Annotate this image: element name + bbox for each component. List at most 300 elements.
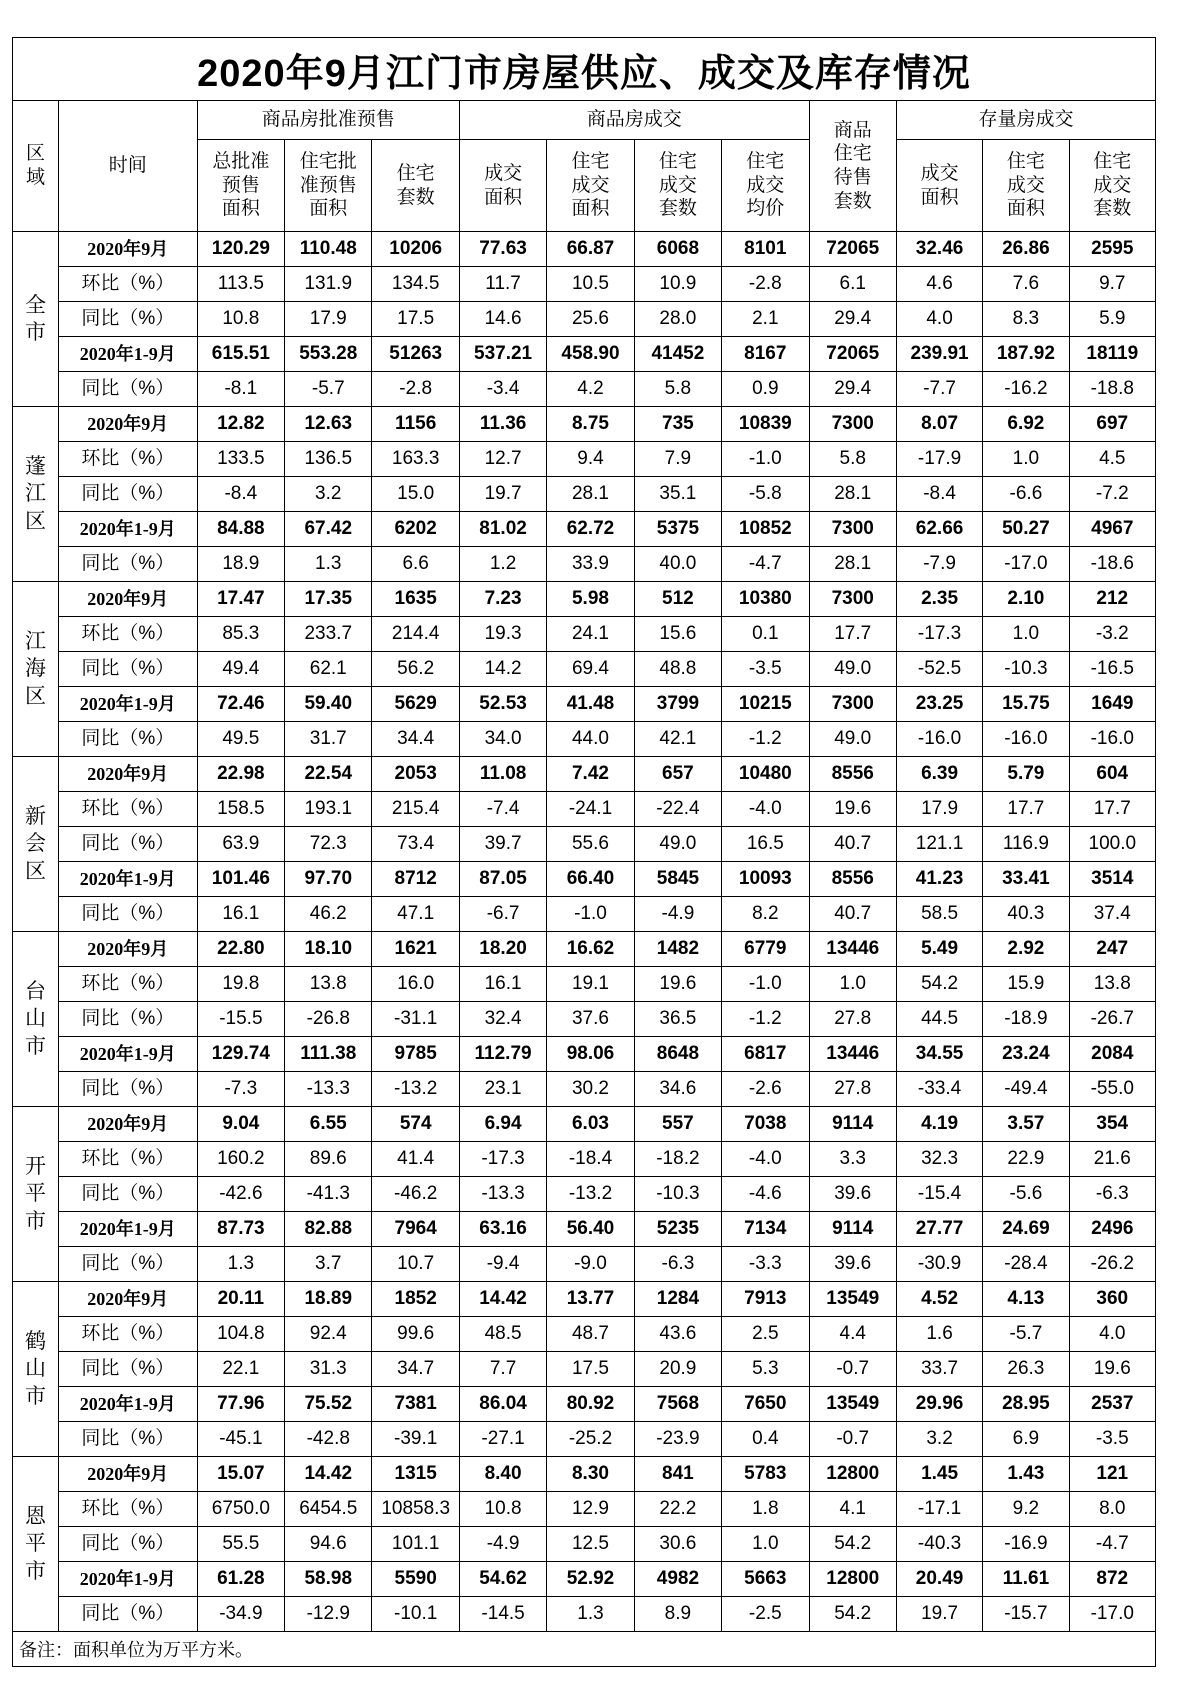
table-cell: -1.0	[722, 967, 809, 1002]
table-cell: 512	[634, 582, 721, 617]
table-cell: 97.70	[285, 862, 372, 897]
table-row	[13, 1107, 1156, 1142]
table-cell: 158.5	[197, 792, 284, 827]
table-cell: 16.0	[372, 967, 459, 1002]
table-cell: 63.16	[459, 1212, 546, 1247]
table-cell: 5663	[722, 1562, 809, 1597]
table-row	[13, 862, 1156, 897]
table-cell: -42.6	[197, 1177, 284, 1212]
table-cell: 5.49	[896, 932, 982, 967]
table-cell: -1.0	[547, 897, 634, 932]
table-row	[13, 1457, 1156, 1492]
table-cell: 215.4	[372, 792, 459, 827]
table-cell: 16.1	[197, 897, 284, 932]
table-cell: 7964	[372, 1212, 459, 1247]
table-cell: 7.6	[983, 267, 1069, 302]
table-cell: 2496	[1069, 1212, 1155, 1247]
table-cell: 22.98	[197, 757, 284, 792]
table-cell: -30.9	[896, 1247, 982, 1282]
table-cell: 6.92	[983, 407, 1069, 442]
table-cell: 17.5	[372, 302, 459, 337]
table-cell: 42.1	[634, 722, 721, 757]
header-col: 住宅 套数	[372, 140, 459, 232]
table-cell: 113.5	[197, 267, 284, 302]
table-row	[13, 1002, 1156, 1037]
table-cell: -15.7	[983, 1597, 1069, 1632]
table-row	[13, 1562, 1156, 1597]
table-cell: 84.88	[197, 512, 284, 547]
table-cell: 17.9	[285, 302, 372, 337]
row-label: 环比（%）	[58, 792, 197, 827]
table-cell: 49.4	[197, 652, 284, 687]
table-row	[13, 617, 1156, 652]
table-cell: -4.9	[634, 897, 721, 932]
table-cell: 9785	[372, 1037, 459, 1072]
row-label: 环比（%）	[58, 1317, 197, 1352]
table-row	[13, 302, 1156, 337]
table-cell: 136.5	[285, 442, 372, 477]
table-cell: 2.1	[722, 302, 809, 337]
table-row	[13, 932, 1156, 967]
table-cell: 19.8	[197, 967, 284, 1002]
table-cell: 1.0	[722, 1527, 809, 1562]
table-cell: 20.9	[634, 1352, 721, 1387]
table-row	[13, 1387, 1156, 1422]
table-cell: 37.4	[1069, 897, 1155, 932]
table-cell: -8.4	[896, 477, 982, 512]
region-name: 恩 平 市	[13, 1457, 59, 1632]
table-cell: 17.9	[896, 792, 982, 827]
table-cell: -46.2	[372, 1177, 459, 1212]
table-row	[13, 792, 1156, 827]
table-cell: 604	[1069, 757, 1155, 792]
table-cell: 1.3	[197, 1247, 284, 1282]
table-cell: 17.47	[197, 582, 284, 617]
table-cell: 1852	[372, 1282, 459, 1317]
table-cell: 2537	[1069, 1387, 1155, 1422]
table-cell: 2.92	[983, 932, 1069, 967]
table-cell: 6.39	[896, 757, 982, 792]
table-cell: -5.7	[285, 372, 372, 407]
table-cell: 4982	[634, 1562, 721, 1597]
table-cell: 23.25	[896, 687, 982, 722]
table-cell: 17.35	[285, 582, 372, 617]
table-cell: 1315	[372, 1457, 459, 1492]
table-cell: 121	[1069, 1457, 1155, 1492]
table-cell: 1.0	[983, 617, 1069, 652]
table-row	[13, 1177, 1156, 1212]
table-cell: 7300	[809, 512, 896, 547]
row-label: 同比（%）	[58, 1002, 197, 1037]
table-cell: -5.6	[983, 1177, 1069, 1212]
table-cell: 9114	[809, 1107, 896, 1142]
table-cell: 12.7	[459, 442, 546, 477]
table-cell: 32.46	[896, 232, 982, 267]
table-cell: 12800	[809, 1562, 896, 1597]
table-cell: 98.06	[547, 1037, 634, 1072]
table-row	[13, 442, 1156, 477]
table-cell: -26.2	[1069, 1247, 1155, 1282]
table-cell: -18.4	[547, 1142, 634, 1177]
table-cell: 112.79	[459, 1037, 546, 1072]
table-cell: 214.4	[372, 617, 459, 652]
table-cell: 1156	[372, 407, 459, 442]
table-row	[13, 267, 1156, 302]
region-name: 台 山 市	[13, 932, 59, 1107]
row-label: 环比（%）	[58, 267, 197, 302]
row-label: 2020年1-9月	[58, 512, 197, 547]
table-cell: 69.4	[547, 652, 634, 687]
table-cell: 212	[1069, 582, 1155, 617]
table-cell: -26.8	[285, 1002, 372, 1037]
header-col: 住宅 成交 均价	[722, 140, 809, 232]
table-cell: 3.2	[896, 1422, 982, 1457]
table-cell: 3.3	[809, 1142, 896, 1177]
table-cell: 1.3	[285, 547, 372, 582]
table-cell: 44.0	[547, 722, 634, 757]
table-cell: 2.10	[983, 582, 1069, 617]
table-cell: -24.1	[547, 792, 634, 827]
table-cell: 6068	[634, 232, 721, 267]
region-name: 鹤 山 市	[13, 1282, 59, 1457]
row-label: 同比（%）	[58, 372, 197, 407]
table-cell: 77.63	[459, 232, 546, 267]
table-cell: 7300	[809, 582, 896, 617]
table-cell: 104.8	[197, 1317, 284, 1352]
table-cell: 27.77	[896, 1212, 982, 1247]
table-cell: 66.87	[547, 232, 634, 267]
table-cell: 31.7	[285, 722, 372, 757]
row-label: 同比（%）	[58, 652, 197, 687]
table-cell: 1.8	[722, 1492, 809, 1527]
region-name: 蓬 江 区	[13, 407, 59, 582]
table-cell: 615.51	[197, 337, 284, 372]
table-cell: 85.3	[197, 617, 284, 652]
table-cell: 4.19	[896, 1107, 982, 1142]
table-cell: -10.1	[372, 1597, 459, 1632]
table-cell: 134.5	[372, 267, 459, 302]
table-cell: -15.5	[197, 1002, 284, 1037]
table-cell: 5783	[722, 1457, 809, 1492]
row-label: 2020年1-9月	[58, 687, 197, 722]
table-cell: 193.1	[285, 792, 372, 827]
table-cell: 10.5	[547, 267, 634, 302]
table-cell: -16.0	[1069, 722, 1155, 757]
row-label: 同比（%）	[58, 1352, 197, 1387]
row-label: 同比（%）	[58, 1072, 197, 1107]
row-label: 2020年1-9月	[58, 1037, 197, 1072]
table-cell: 4.2	[547, 372, 634, 407]
table-cell: 5845	[634, 862, 721, 897]
table-cell: 10.7	[372, 1247, 459, 1282]
table-cell: 10380	[722, 582, 809, 617]
table-cell: 100.0	[1069, 827, 1155, 862]
table-cell: 13.77	[547, 1282, 634, 1317]
table-cell: -3.3	[722, 1247, 809, 1282]
header-col: 总批准 预售 面积	[197, 140, 284, 232]
table-cell: -13.3	[285, 1072, 372, 1107]
table-cell: 28.1	[809, 477, 896, 512]
table-cell: 27.8	[809, 1072, 896, 1107]
table-cell: 62.72	[547, 512, 634, 547]
table-cell: 7381	[372, 1387, 459, 1422]
table-cell: 58.98	[285, 1562, 372, 1597]
table-cell: 12.63	[285, 407, 372, 442]
row-label: 同比（%）	[58, 1527, 197, 1562]
table-cell: 8712	[372, 862, 459, 897]
table-cell: 4.13	[983, 1282, 1069, 1317]
table-cell: 7.9	[634, 442, 721, 477]
table-cell: 5.8	[809, 442, 896, 477]
row-label: 同比（%）	[58, 1597, 197, 1632]
table-cell: -4.0	[722, 1142, 809, 1177]
table-cell: -3.5	[722, 652, 809, 687]
table-cell: 41.48	[547, 687, 634, 722]
table-cell: 120.29	[197, 232, 284, 267]
row-label: 2020年9月	[58, 932, 197, 967]
table-cell: 80.92	[547, 1387, 634, 1422]
table-cell: -17.3	[896, 617, 982, 652]
table-row	[13, 1072, 1156, 1107]
table-row	[13, 1527, 1156, 1562]
table-cell: -4.7	[1069, 1527, 1155, 1562]
table-cell: 19.6	[809, 792, 896, 827]
table-cell: 1.0	[809, 967, 896, 1002]
row-label: 同比（%）	[58, 722, 197, 757]
table-cell: 7568	[634, 1387, 721, 1422]
table-cell: 25.6	[547, 302, 634, 337]
table-cell: 6.6	[372, 547, 459, 582]
header-col: 住宅 成交 套数	[634, 140, 721, 232]
table-cell: 5.8	[634, 372, 721, 407]
table-cell: -4.7	[722, 547, 809, 582]
table-cell: 55.5	[197, 1527, 284, 1562]
table-cell: 111.38	[285, 1037, 372, 1072]
table-cell: 1621	[372, 932, 459, 967]
table-cell: -0.7	[809, 1422, 896, 1457]
table-cell: 41452	[634, 337, 721, 372]
header-group-stock: 存量房成交	[896, 101, 1155, 140]
header-col: 住宅 成交 套数	[1069, 140, 1155, 232]
table-cell: 63.9	[197, 827, 284, 862]
table-cell: -3.4	[459, 372, 546, 407]
table-cell: 49.5	[197, 722, 284, 757]
table-cell: -1.2	[722, 722, 809, 757]
table-cell: 17.5	[547, 1352, 634, 1387]
row-label: 2020年9月	[58, 407, 197, 442]
table-cell: -16.0	[983, 722, 1069, 757]
table-cell: -17.0	[1069, 1597, 1155, 1632]
table-cell: 39.7	[459, 827, 546, 862]
table-cell: 129.74	[197, 1037, 284, 1072]
table-cell: 19.6	[634, 967, 721, 1002]
table-row	[13, 372, 1156, 407]
table-row	[13, 1492, 1156, 1527]
table-cell: 54.2	[809, 1527, 896, 1562]
table-cell: -3.2	[1069, 617, 1155, 652]
table-cell: 44.5	[896, 1002, 982, 1037]
table-cell: 4.4	[809, 1317, 896, 1352]
table-cell: 75.52	[285, 1387, 372, 1422]
table-cell: 7134	[722, 1212, 809, 1247]
report-title: 2020年9月江门市房屋供应、成交及库存情况	[12, 37, 1156, 100]
table-cell: -1.0	[722, 442, 809, 477]
table-cell: 8.07	[896, 407, 982, 442]
table-cell: 32.4	[459, 1002, 546, 1037]
table-cell: 7038	[722, 1107, 809, 1142]
table-row	[13, 897, 1156, 932]
table-cell: 5.98	[547, 582, 634, 617]
row-label: 同比（%）	[58, 477, 197, 512]
table-cell: 15.6	[634, 617, 721, 652]
table-cell: 10093	[722, 862, 809, 897]
table-cell: 4.5	[1069, 442, 1155, 477]
table-cell: -45.1	[197, 1422, 284, 1457]
table-cell: -17.0	[983, 547, 1069, 582]
table-cell: 54.2	[896, 967, 982, 1002]
table-row	[13, 547, 1156, 582]
table-row	[13, 582, 1156, 617]
header-col: 成交 面积	[896, 140, 982, 232]
table-cell: 1.0	[983, 442, 1069, 477]
table-cell: 101.1	[372, 1527, 459, 1562]
table-cell: 163.3	[372, 442, 459, 477]
header-group-deal: 商品房成交	[459, 101, 809, 140]
table-cell: 8556	[809, 757, 896, 792]
table-cell: -0.7	[809, 1352, 896, 1387]
table-cell: 872	[1069, 1562, 1155, 1597]
table-cell: 40.0	[634, 547, 721, 582]
table-cell: -49.4	[983, 1072, 1069, 1107]
table-cell: 7.42	[547, 757, 634, 792]
table-cell: 99.6	[372, 1317, 459, 1352]
region-name: 新 会 区	[13, 757, 59, 932]
table-cell: 56.2	[372, 652, 459, 687]
table-cell: 360	[1069, 1282, 1155, 1317]
table-cell: 133.5	[197, 442, 284, 477]
table-cell: -16.5	[1069, 652, 1155, 687]
table-cell: -6.7	[459, 897, 546, 932]
table-cell: -5.7	[983, 1317, 1069, 1352]
table-cell: -7.9	[896, 547, 982, 582]
table-cell: 18119	[1069, 337, 1155, 372]
table-cell: 537.21	[459, 337, 546, 372]
table-cell: -16.9	[983, 1527, 1069, 1562]
table-cell: -4.9	[459, 1527, 546, 1562]
table-cell: 89.6	[285, 1142, 372, 1177]
table-row	[13, 827, 1156, 862]
table-cell: 6750.0	[197, 1492, 284, 1527]
table-cell: 73.4	[372, 827, 459, 862]
table-cell: 9.04	[197, 1107, 284, 1142]
table-cell: 7300	[809, 687, 896, 722]
table-cell: 14.6	[459, 302, 546, 337]
table-cell: 24.69	[983, 1212, 1069, 1247]
table-row	[13, 407, 1156, 442]
table-cell: 10852	[722, 512, 809, 547]
table-cell: 19.6	[1069, 1352, 1155, 1387]
table-cell: 239.91	[896, 337, 982, 372]
table-cell: 87.05	[459, 862, 546, 897]
table-cell: -18.8	[1069, 372, 1155, 407]
table-cell: 28.95	[983, 1387, 1069, 1422]
table-cell: 6.94	[459, 1107, 546, 1142]
table-cell: 3799	[634, 687, 721, 722]
table-cell: 13446	[809, 932, 896, 967]
table-cell: 29.4	[809, 372, 896, 407]
table-cell: -39.1	[372, 1422, 459, 1457]
housing-table	[12, 100, 1156, 1632]
table-cell: 15.9	[983, 967, 1069, 1002]
table-cell: 13549	[809, 1387, 896, 1422]
table-cell: 19.1	[547, 967, 634, 1002]
table-cell: 58.5	[896, 897, 982, 932]
table-cell: -8.1	[197, 372, 284, 407]
table-cell: 49.0	[809, 652, 896, 687]
table-row	[13, 1037, 1156, 1072]
table-cell: -16.2	[983, 372, 1069, 407]
table-cell: -18.9	[983, 1002, 1069, 1037]
table-cell: 0.4	[722, 1422, 809, 1457]
table-cell: -1.2	[722, 1002, 809, 1037]
table-cell: -42.8	[285, 1422, 372, 1457]
table-cell: -23.9	[634, 1422, 721, 1457]
table-cell: 28.1	[809, 547, 896, 582]
header-col: 成交 面积	[459, 140, 546, 232]
table-cell: -17.3	[459, 1142, 546, 1177]
table-cell: 4.6	[896, 267, 982, 302]
table-cell: 22.2	[634, 1492, 721, 1527]
table-cell: -2.6	[722, 1072, 809, 1107]
table-cell: -6.3	[634, 1247, 721, 1282]
table-cell: 4967	[1069, 512, 1155, 547]
table-cell: 8.2	[722, 897, 809, 932]
table-cell: 5.3	[722, 1352, 809, 1387]
header-unsold: 商品 住宅 待售 套数	[809, 101, 896, 232]
table-row	[13, 1317, 1156, 1352]
table-cell: 54.62	[459, 1562, 546, 1597]
table-cell: 8.75	[547, 407, 634, 442]
table-cell: 657	[634, 757, 721, 792]
row-label: 2020年1-9月	[58, 1212, 197, 1247]
table-cell: 20.49	[896, 1562, 982, 1597]
table-cell: 10858.3	[372, 1492, 459, 1527]
table-cell: 24.1	[547, 617, 634, 652]
table-cell: 0.9	[722, 372, 809, 407]
table-cell: 72065	[809, 232, 896, 267]
table-cell: 6.9	[983, 1422, 1069, 1457]
table-cell: -34.9	[197, 1597, 284, 1632]
table-cell: 51263	[372, 337, 459, 372]
table-cell: 14.42	[285, 1457, 372, 1492]
table-cell: 17.7	[983, 792, 1069, 827]
table-cell: 26.3	[983, 1352, 1069, 1387]
table-cell: 247	[1069, 932, 1155, 967]
table-cell: 2053	[372, 757, 459, 792]
table-row	[13, 687, 1156, 722]
table-cell: 10.8	[459, 1492, 546, 1527]
table-cell: 2595	[1069, 232, 1155, 267]
table-cell: 8.40	[459, 1457, 546, 1492]
table-cell: 8.30	[547, 1457, 634, 1492]
region-name: 全 市	[13, 232, 59, 407]
table-cell: -28.4	[983, 1247, 1069, 1282]
table-cell: 28.1	[547, 477, 634, 512]
table-cell: 4.0	[896, 302, 982, 337]
table-cell: 6.03	[547, 1107, 634, 1142]
table-row	[13, 1597, 1156, 1632]
table-cell: 62.1	[285, 652, 372, 687]
